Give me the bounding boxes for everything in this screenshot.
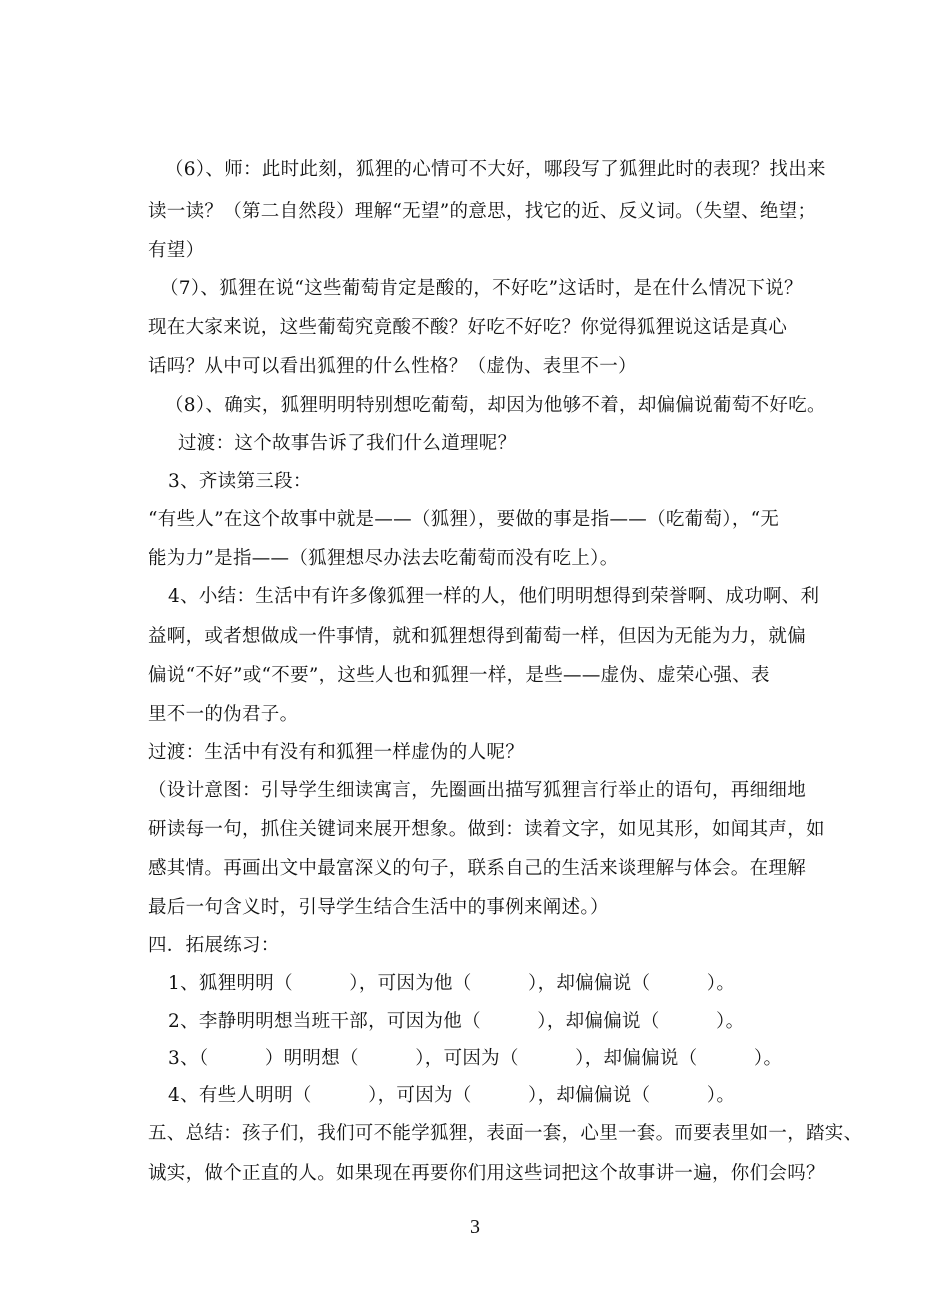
text-line: （7）、狐狸在说“这些葡萄肯定是酸的，不好吃”这话时，是在什么情况下说？ — [160, 278, 803, 299]
text-line: 感其情。再画出文中最富深义的句子，联系自己的生活来谈理解与体会。在理解 — [148, 858, 807, 879]
text-line: 3、齐读第三段： — [168, 471, 312, 492]
text-line: 研读每一句，抓住关键词来展开想象。做到：读着文字，如见其形，如闻其声，如 — [148, 819, 825, 840]
text-line: 过渡：生活中有没有和狐狸一样虚伪的人呢？ — [148, 742, 525, 763]
text-line: 里不一的伪君子。 — [148, 704, 299, 725]
exercise-item: 2、李静明明想当班干部，可因为他（ ），却偏偏说（ ）。 — [168, 1011, 745, 1032]
text-line: （6）、师：此时此刻，狐狸的心情可不大好，哪段写了狐狸此时的表现？找出来 — [165, 159, 826, 180]
text-line: 4、小结：生活中有许多像狐狸一样的人，他们明明想得到荣誉啊、成功啊、利 — [168, 586, 820, 607]
text-line: 话吗？从中可以看出狐狸的什么性格？（虚伪、表里不一） — [148, 356, 637, 377]
text-line: （设计意图：引导学生细读寓言，先圈画出描写狐狸言行举止的语句，再细细地 — [148, 780, 807, 801]
text-line: 过渡：这个故事告诉了我们什么道理呢？ — [178, 433, 517, 454]
text-line: （8）、确实，狐狸明明特别想吃葡萄，却因为他够不着，却偏偏说葡萄不好吃。 — [165, 395, 826, 416]
exercise-item: 1、狐狸明明（ ），可因为他（ ），却偏偏说（ ）。 — [168, 973, 736, 994]
exercise-item: 4、有些人明明（ ），可因为（ ），却偏偏说（ ）。 — [168, 1085, 736, 1106]
text-line: 能为力”是指——（狐狸想尽办法去吃葡萄而没有吃上）。 — [148, 548, 619, 569]
text-line: 现在大家来说，这些葡萄究竟酸不酸？好吃不好吃？你觉得狐狸说这话是真心 — [148, 317, 788, 338]
exercise-item: 3、（ ）明明想（ ），可因为（ ），却偏偏说（ ）。 — [168, 1048, 783, 1069]
text-line: 有望） — [148, 240, 205, 261]
text-line: 最后一句含义时，引导学生结合生活中的事例来阐述。） — [148, 897, 609, 918]
text-line: 偏说“不好”或“不要”，这些人也和狐狸一样，是些——虚伪、虚荣心强、表 — [148, 665, 770, 686]
text-line: “有些人”在这个故事中就是——（狐狸），要做的事是指——（吃葡萄），“无 — [148, 509, 780, 530]
page-number: 3 — [470, 1216, 480, 1238]
text-line: 诚实，做个正直的人。如果现在再要你们用这些词把这个故事讲一遍，你们会吗？ — [148, 1163, 825, 1184]
section-heading: 四．拓展练习： — [148, 935, 280, 956]
text-line: 读一读？（第二自然段）理解“无望”的意思，找它的近、反义词。（失望、绝望； — [148, 201, 817, 222]
text-line: 五、总结：孩子们，我们可不能学狐狸，表面一套，心里一套。而要表里如一，踏实、 — [148, 1123, 863, 1144]
text-line: 益啊，或者想做成一件事情，就和狐狸想得到葡萄一样，但因为无能为力，就偏 — [148, 626, 807, 647]
